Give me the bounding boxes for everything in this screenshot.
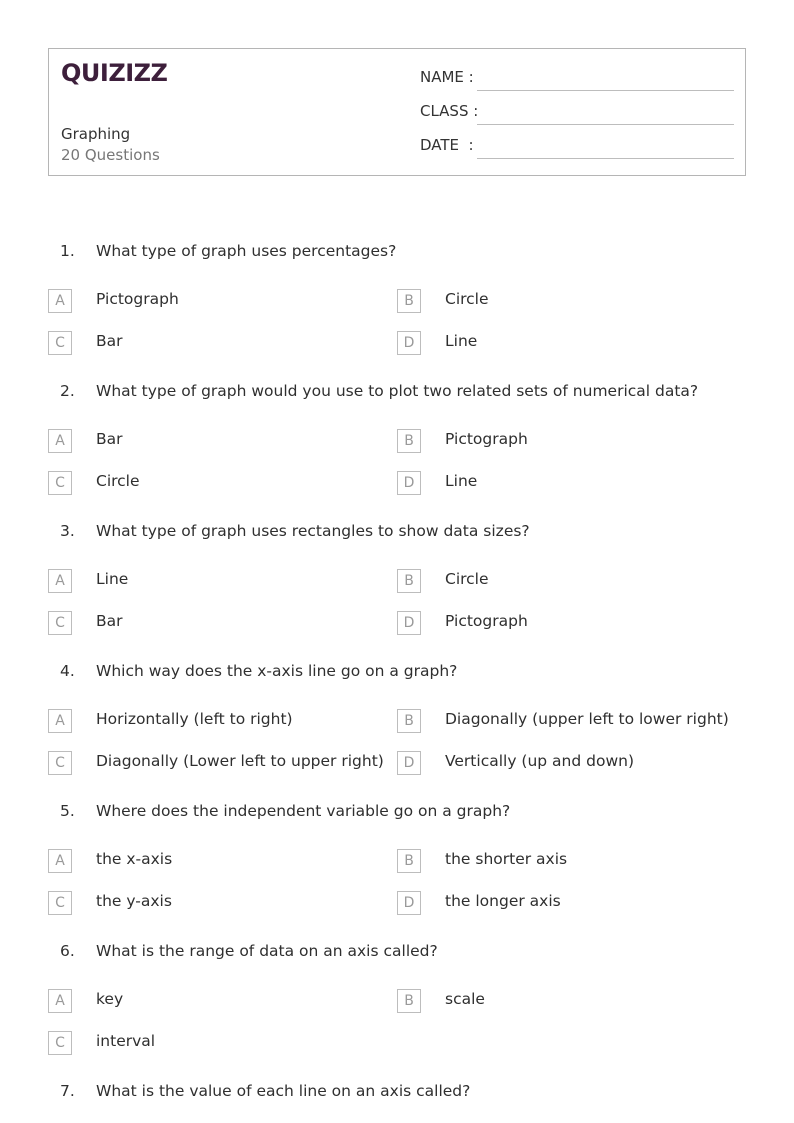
- name-field[interactable]: [420, 68, 734, 92]
- date-label: DATE :: [420, 136, 474, 154]
- question-1: [0, 242, 794, 266]
- question-number: 2.: [60, 382, 75, 400]
- date-field[interactable]: [420, 136, 734, 160]
- option-letter: A: [48, 569, 72, 593]
- option-letter: C: [48, 751, 72, 775]
- option-letter: C: [48, 1031, 72, 1055]
- question-number: 1.: [60, 242, 75, 260]
- option-text: Diagonally (Lower left to upper right): [96, 752, 384, 770]
- option-text: Pictograph: [445, 430, 528, 448]
- option-text: Line: [445, 472, 478, 490]
- option-text: Bar: [96, 332, 123, 350]
- class-label: CLASS :: [420, 102, 479, 120]
- option-text: Diagonally (upper left to lower right): [445, 710, 729, 728]
- name-label: NAME :: [420, 68, 474, 86]
- option-letter: C: [48, 471, 72, 495]
- option-text: Line: [445, 332, 478, 350]
- option-text: Bar: [96, 430, 123, 448]
- option-letter: A: [48, 989, 72, 1013]
- option-text: the shorter axis: [445, 850, 568, 868]
- option-text: key: [96, 990, 124, 1008]
- question-7: [0, 1082, 794, 1106]
- option-letter: D: [397, 331, 421, 355]
- question-text: What type of graph uses percentages?: [96, 242, 397, 260]
- class-field[interactable]: [420, 102, 734, 126]
- question-text: What is the range of data on an axis called?: [96, 942, 438, 960]
- question-count: 20 Questions: [61, 146, 160, 164]
- option-letter: B: [397, 289, 421, 313]
- option-letter: B: [397, 709, 421, 733]
- question-text: Which way does the x-axis line go on a graph?: [96, 662, 458, 680]
- option-text: the longer axis: [445, 892, 561, 910]
- question-2: [0, 382, 794, 406]
- option-letter: B: [397, 429, 421, 453]
- question-number: 6.: [60, 942, 75, 960]
- name-line[interactable]: [477, 90, 734, 91]
- option-text: Circle: [445, 570, 489, 588]
- question-number: 4.: [60, 662, 75, 680]
- option-letter: D: [397, 611, 421, 635]
- option-letter: C: [48, 331, 72, 355]
- option-letter: C: [48, 891, 72, 915]
- option-text: the x-axis: [96, 850, 173, 868]
- question-6: [0, 942, 794, 966]
- option-text: Circle: [445, 290, 489, 308]
- option-letter: C: [48, 611, 72, 635]
- option-letter: B: [397, 849, 421, 873]
- option-text: the y-axis: [96, 892, 172, 910]
- question-text: Where does the independent variable go on a graph?: [96, 802, 511, 820]
- question-number: 7.: [60, 1082, 75, 1100]
- option-letter: D: [397, 891, 421, 915]
- option-letter: A: [48, 709, 72, 733]
- option-letter: D: [397, 471, 421, 495]
- option-text: Line: [96, 570, 129, 588]
- option-letter: B: [397, 569, 421, 593]
- date-line[interactable]: [477, 158, 734, 159]
- option-text: Bar: [96, 612, 123, 630]
- option-text: Vertically (up and down): [445, 752, 635, 770]
- question-text: What is the value of each line on an axis called?: [96, 1082, 471, 1100]
- question-text: What type of graph would you use to plot two related sets of numerical data?: [96, 382, 699, 400]
- option-text: Circle: [96, 472, 140, 490]
- option-letter: A: [48, 429, 72, 453]
- option-text: Pictograph: [445, 612, 528, 630]
- worksheet-title: Graphing: [61, 125, 131, 143]
- option-letter: A: [48, 289, 72, 313]
- option-text: scale: [445, 990, 485, 1008]
- question-4: [0, 662, 794, 686]
- option-text: Pictograph: [96, 290, 179, 308]
- question-3: [0, 522, 794, 546]
- option-text: Horizontally (left to right): [96, 710, 293, 728]
- quizizz-logo: QUIZIZZ: [61, 59, 168, 87]
- option-text: interval: [96, 1032, 156, 1050]
- question-number: 3.: [60, 522, 75, 540]
- question-number: 5.: [60, 802, 75, 820]
- option-letter: B: [397, 989, 421, 1013]
- question-text: What type of graph uses rectangles to show data sizes?: [96, 522, 530, 540]
- question-5: [0, 802, 794, 826]
- option-letter: D: [397, 751, 421, 775]
- worksheet-header: [48, 48, 746, 176]
- option-letter: A: [48, 849, 72, 873]
- class-line[interactable]: [477, 124, 734, 125]
